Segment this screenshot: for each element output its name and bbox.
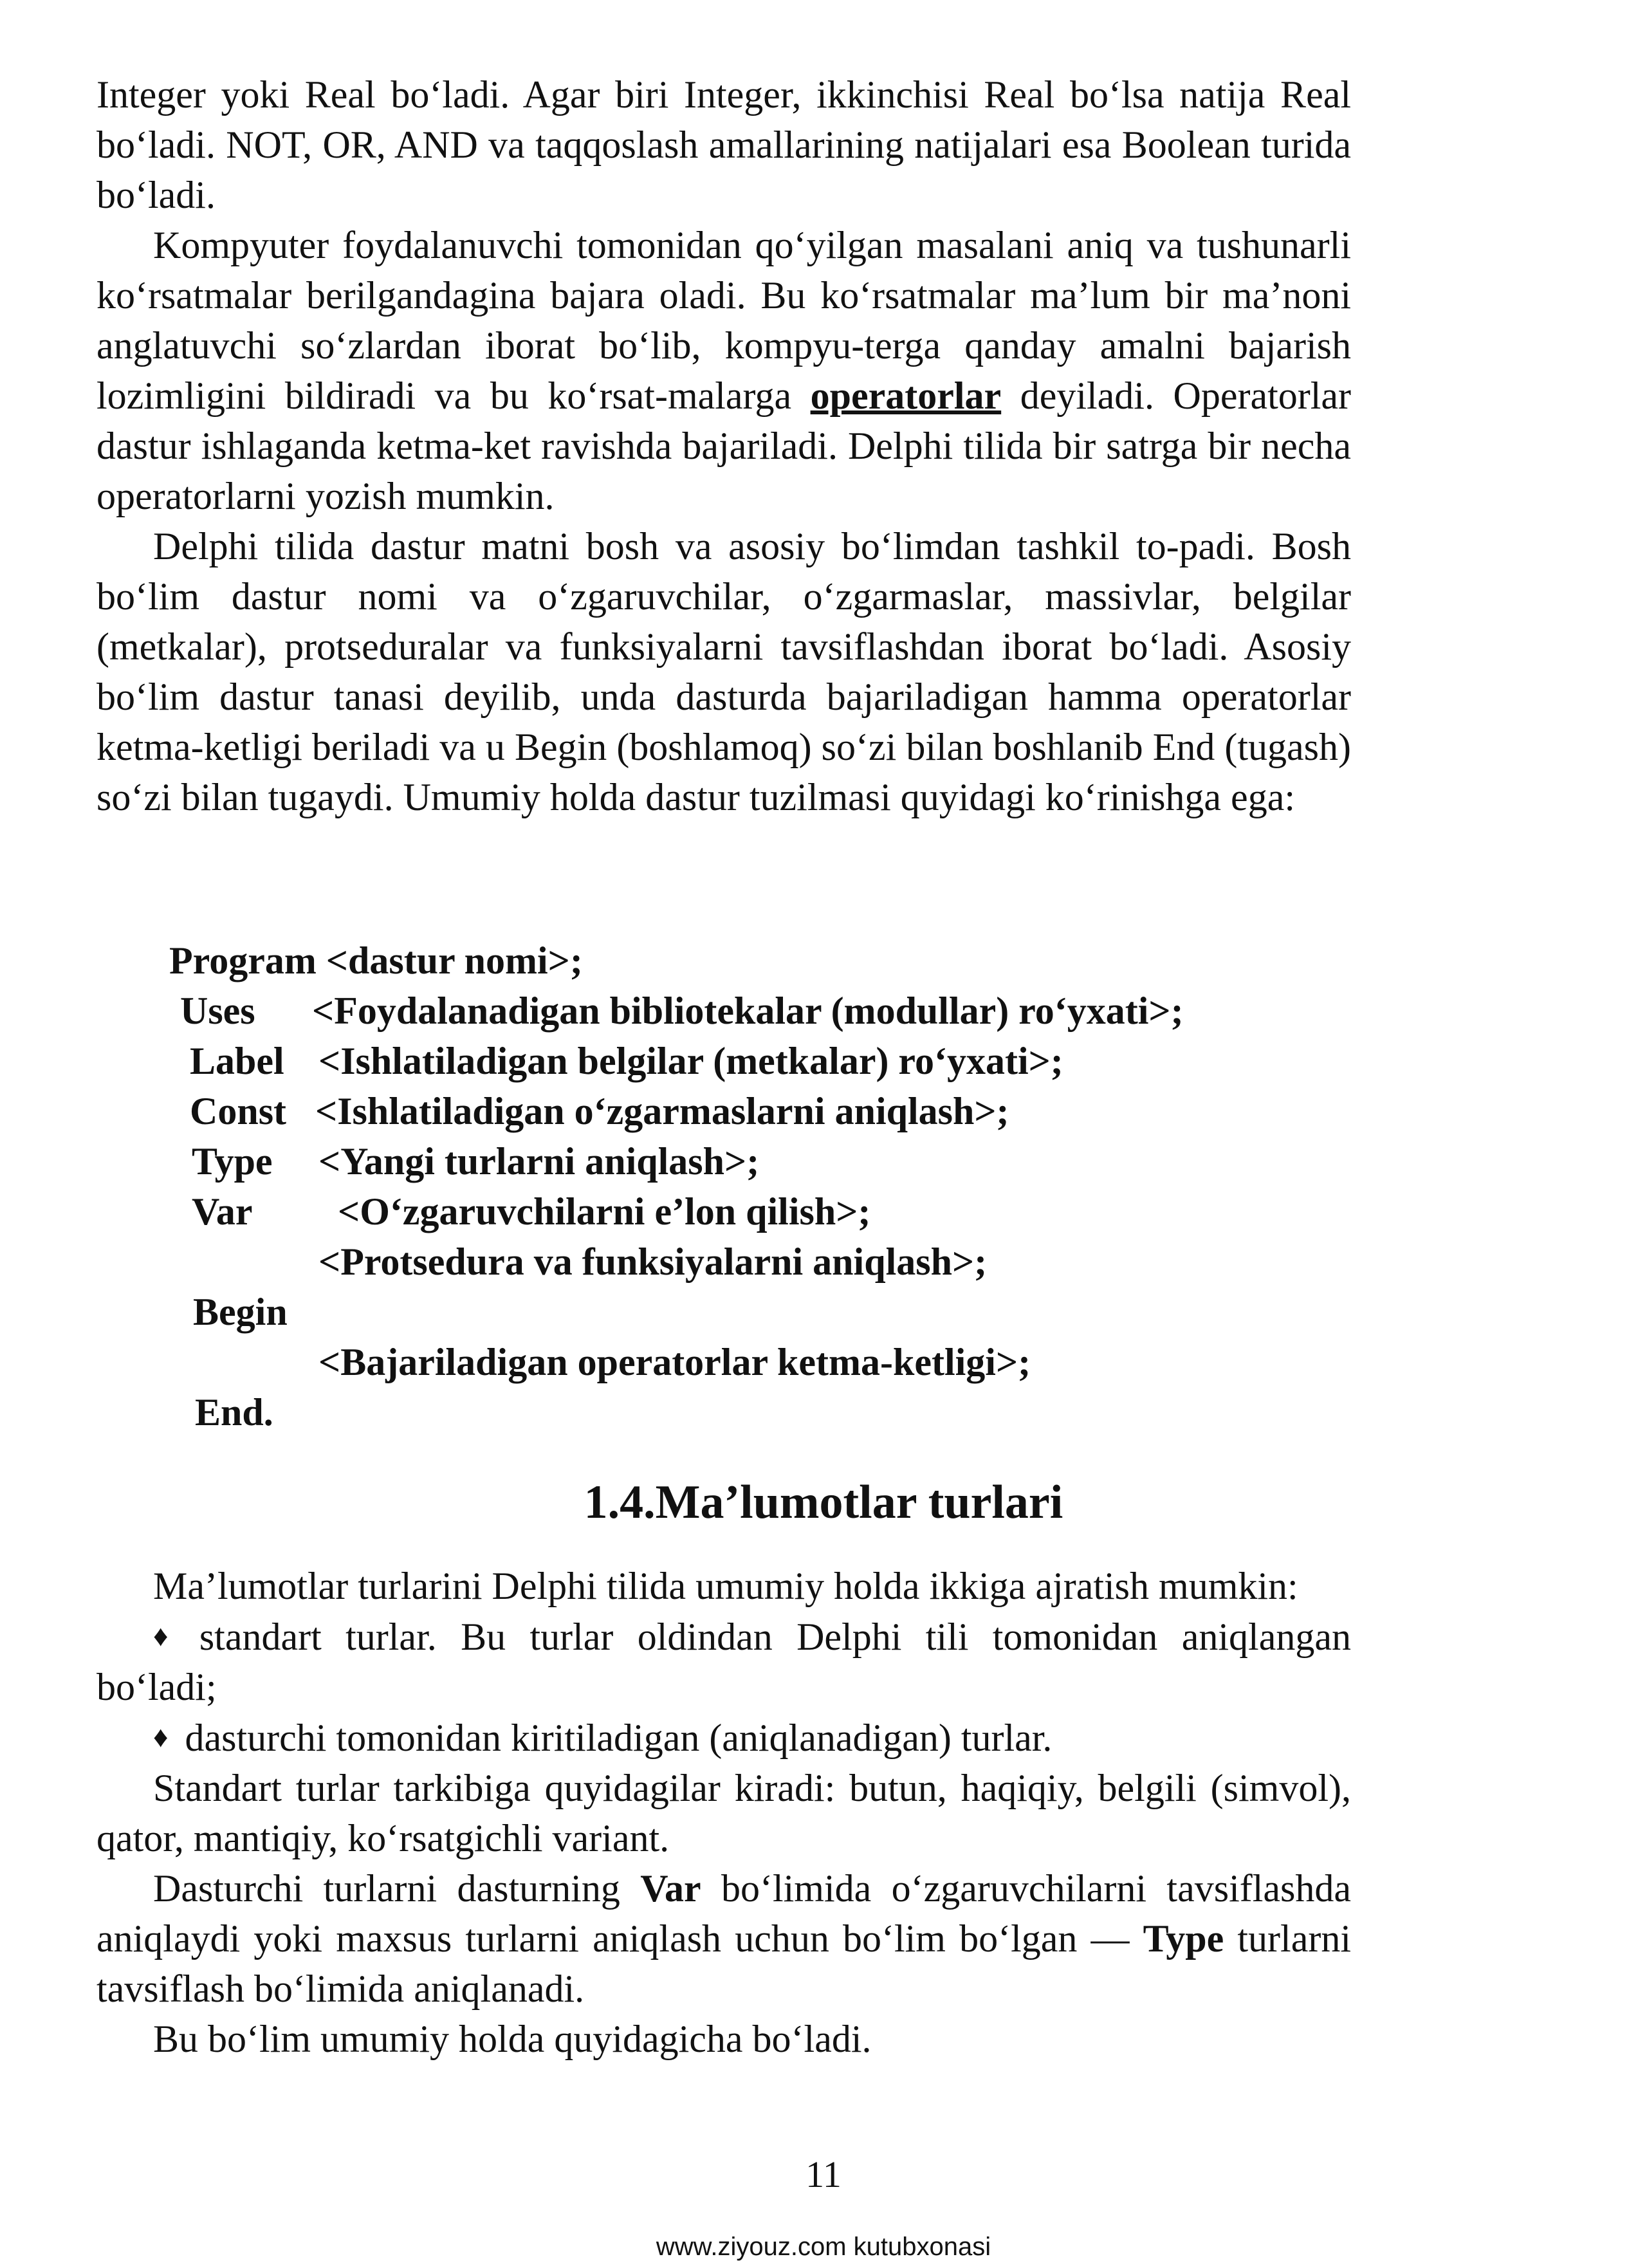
code-line-program: Program <dastur nomi>; xyxy=(169,939,583,982)
paragraph-user-types-text-a: Dasturchi turlarni dasturning xyxy=(153,1867,620,1910)
diamond-bullet-icon: ♦ xyxy=(153,1720,169,1753)
term-operatorlar: operatorlar xyxy=(810,374,1002,417)
paragraph-user-types xyxy=(97,1863,1351,2014)
code-keyword-type: Type xyxy=(192,1140,273,1183)
paragraph-operators-text-a: Kompyuter foydalanuvchi tomonidan qo‘yilgan masalani aniq va tushunarli ko‘rsatmalar berilgandagina bajara oladi. Bu ko‘rsatmalar ma’lum bir ma’noni anglatuvchi so‘zlardan iborat bo‘lib, kompyu-terga qanday amalni bajarish lozimligini bildiradi va bu ko‘rsat-malarga xyxy=(97,224,1351,417)
list-item-text: dasturchi tomonidan kiritiladigan (aniqlanadigan) turlar. xyxy=(185,1717,1053,1759)
page-number: 11 xyxy=(805,2153,842,2195)
diamond-bullet-icon: ♦ xyxy=(153,1619,183,1652)
paragraph-operators-text-b: deyiladi. Operatorlar dastur ishlaganda ketma-ket ravishda bajariladi. Delphi tilida bir satrga bir necha operatorlarni yozish mumkin. xyxy=(97,374,1352,517)
paragraph-data-types: Ma’lumotlar turlarini Delphi tilida umumiy holda ikkiga ajratish mumkin: xyxy=(153,1565,1298,1607)
code-keyword-label: Label xyxy=(190,1040,284,1082)
paragraph-user-types-text-c: turlarni tavsiflash bo‘limida aniqlanadi. xyxy=(97,1917,1351,2010)
code-value-label: <Ishlatiladigan belgilar (metkalar) ro‘yxati>; xyxy=(318,1040,1063,1082)
code-keyword-end: End. xyxy=(195,1391,273,1434)
code-keyword-begin: Begin xyxy=(193,1291,288,1333)
code-value-const: <Ishlatiladigan o‘zgarmaslarni aniqlash>; xyxy=(315,1090,1009,1132)
paragraph-user-types-text-b: bo‘limida o‘zgaruvchilarni tavsiflashda aniqlaydi yoki maxsus turlarni aniqlash uchun bo‘lim bo‘lgan — xyxy=(97,1867,1352,1960)
code-value-body: <Bajariladigan operatorlar ketma-ketligi>; xyxy=(318,1341,1031,1383)
paragraph-section-general: Bu bo‘lim umumiy holda quyidagicha bo‘ladi. xyxy=(153,2018,872,2060)
section-text xyxy=(97,1561,1351,2064)
paragraph-program-structure: Delphi tilida dastur matni bosh va asosiy bo‘limdan tashkil to-padi. Bosh bo‘lim dastur nomi va o‘zgaruvchilar, o‘zgarmaslar, massivlar, belgilar (metkalar), protseduralar va funksiyalarni tavsiflashdan iborat bo‘ladi. Asosiy bo‘lim dastur tanasi deyilib, unda dasturda bajariladigan hamma operatorlar ketma-ketligi beriladi va u Begin (boshlamoq) so‘zi bilan boshlanib End (tugash) so‘zi bilan tugaydi. Umumiy holda dastur tuzilmasi quyidagi ko‘rinishga ega: xyxy=(97,525,1351,818)
code-value-uses: <Foydalanadigan bibliotekalar (modullar) ro‘yxati>; xyxy=(312,990,1184,1032)
code-value-var: <O‘zgaruvchilarni e’lon qilish>; xyxy=(338,1190,871,1233)
code-keyword-uses: Uses xyxy=(180,990,255,1032)
intro-text xyxy=(97,69,1351,822)
code-value-procedures: <Protsedura va funksiyalarni aniqlash>; xyxy=(318,1240,988,1283)
keyword-type: Type xyxy=(1143,1917,1224,1960)
code-value-type: <Yangi turlarni aniqlash>; xyxy=(318,1140,760,1183)
paragraph-integer-real: Integer yoki Real bo‘ladi. Agar biri Integer, ikkinchisi Real bo‘lsa natija Real bo‘ladi. NOT, OR, AND va taqqoslash amallarining natijalari esa Boolean turida bo‘ladi. xyxy=(97,73,1351,216)
paragraph-standard-types: Standart turlar tarkibiga quyidagilar kiradi: butun, haqiqiy, belgili (simvol), qator, mantiqiy, ko‘rsatgichli variant. xyxy=(97,1767,1351,1859)
list-item-standard-types xyxy=(97,1611,1351,1712)
keyword-var: Var xyxy=(640,1867,701,1910)
list-item-user-types xyxy=(97,1712,1351,1763)
list-item-text: standart turlar. Bu turlar oldindan Delphi tili tomonidan aniqlangan bo‘ladi; xyxy=(97,1616,1351,1708)
footer-source: www.ziyouz.com kutubxonasi xyxy=(656,2233,991,2261)
section-heading: 1.4.Ma’lumotlar turlari xyxy=(584,1476,1063,1529)
paragraph-operators xyxy=(97,220,1351,521)
code-keyword-var: Var xyxy=(192,1190,253,1233)
code-keyword-const: Const xyxy=(190,1090,287,1132)
